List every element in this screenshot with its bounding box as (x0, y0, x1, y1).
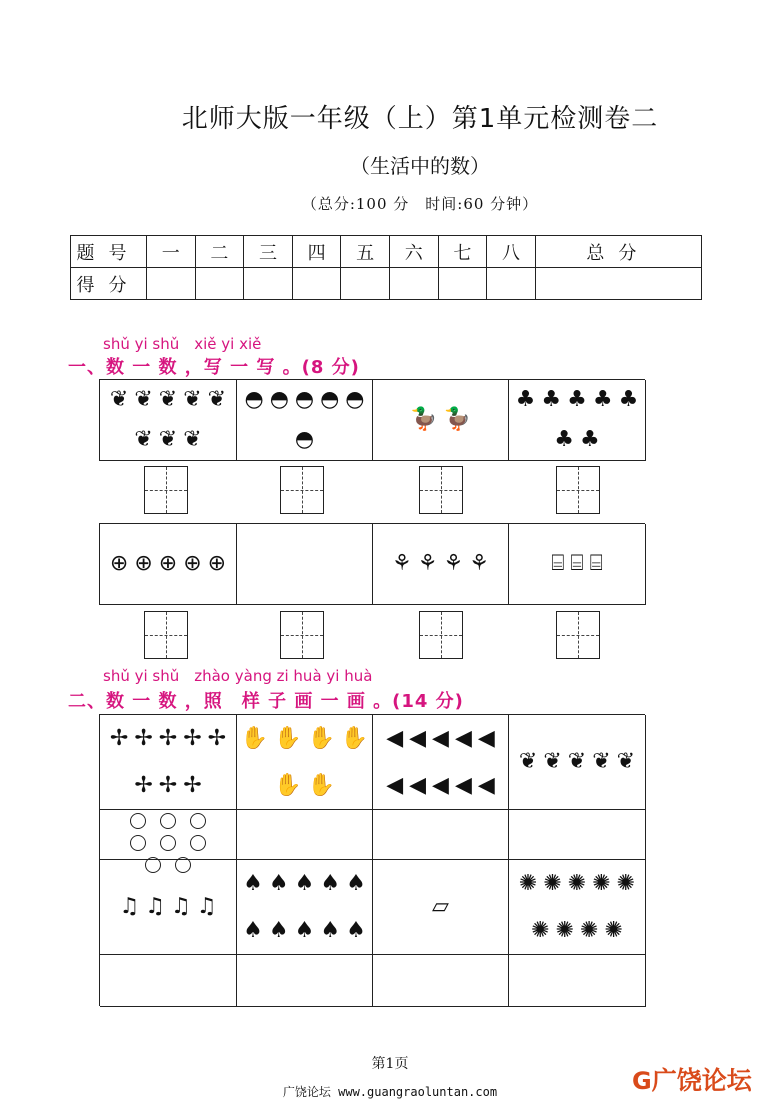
drawing-cell[interactable] (237, 955, 373, 1007)
section1-pinyin: shǔ yi shǔ xiě yi xiě (103, 335, 262, 353)
tree-stump-icon: ⌸ (551, 551, 565, 576)
tree-icon: ♣ (618, 387, 639, 412)
watermelon-slice-icon: ◓ (320, 387, 340, 412)
picture-cell (100, 380, 237, 461)
plant-icon: ⚘ (417, 551, 438, 576)
section1-picture-row-1 (99, 379, 645, 461)
hand-icon: ✋ (307, 725, 335, 751)
page-subtitle: （生活中的数） (350, 154, 490, 178)
fish-icon: ◀ (409, 772, 427, 798)
picture-cell (509, 524, 646, 605)
score-cell[interactable] (438, 268, 487, 300)
feather-icon: ❦ (592, 749, 611, 774)
bell-icon: ♫ (119, 894, 140, 919)
answer-box[interactable] (419, 466, 463, 514)
answer-box[interactable] (144, 611, 188, 659)
fish-icon: ◀ (409, 725, 427, 751)
picture-cell (100, 715, 237, 810)
mushroom-icon: ♠ (346, 917, 366, 943)
fish-icon: ◀ (432, 772, 449, 798)
duck-icon: 🦆 (443, 407, 471, 432)
apple-icon: ⊕ (109, 551, 129, 576)
watermelon-slice-icon: ◓ (244, 387, 264, 412)
dragonfly-icon: ✢ (183, 772, 202, 798)
tree-icon: ♣ (541, 387, 562, 412)
leaf-icon: ❦ (183, 427, 202, 452)
score-cell[interactable] (292, 268, 341, 300)
score-table (70, 235, 702, 300)
tree-stump-icon: ⌸ (589, 551, 603, 576)
section1-picture-row-2 (99, 523, 645, 605)
answer-box[interactable] (144, 466, 188, 514)
score-col-6: 六 (389, 236, 438, 268)
circle-icon (160, 813, 176, 829)
picture-cell (373, 380, 509, 461)
picture-cell (100, 860, 237, 955)
mushroom-icon: ♠ (320, 917, 341, 943)
score-cell[interactable] (341, 268, 390, 300)
score-col-3: 三 (244, 236, 293, 268)
bell-icon: ♫ (145, 894, 165, 919)
score-col-2: 二 (195, 236, 244, 268)
mushroom-icon: ♠ (294, 917, 315, 943)
flower-icon: ✺ (518, 870, 538, 896)
picture-cell (509, 715, 646, 810)
answer-box[interactable] (556, 466, 600, 514)
watermelon-slice-icon: ◓ (345, 387, 365, 412)
leaf-icon: ❦ (183, 387, 202, 412)
apple-icon: ⊕ (183, 551, 202, 576)
picture-cell (373, 860, 509, 955)
example-circles-cell (100, 810, 237, 860)
section1-heading: 一、数 一 数 ，写 一 写 。(8 分) (68, 357, 360, 378)
circle-icon (130, 813, 146, 829)
picture-cell (373, 715, 509, 810)
leaf-icon: ❦ (158, 387, 178, 412)
picture-cell (509, 860, 646, 955)
bell-icon: ♫ (171, 894, 191, 919)
leaf-icon: ❦ (109, 387, 129, 412)
dragonfly-icon: ✢ (134, 772, 153, 798)
score-cell[interactable] (535, 268, 701, 300)
score-cell[interactable] (487, 268, 536, 300)
score-col-5: 五 (341, 236, 390, 268)
book-icon: ▱ (432, 894, 449, 919)
score-row2-label: 得分 (71, 268, 147, 300)
score-row1-label: 题号 (71, 236, 147, 268)
tree-icon: ♣ (554, 427, 574, 452)
duck-icon: 🦆 (410, 407, 438, 432)
drawing-cell[interactable] (100, 955, 237, 1007)
leaf-icon: ❦ (134, 387, 153, 412)
exam-info: （总分:100 分 时间:60 分钟） (301, 195, 539, 213)
tree-stump-icon: ⌸ (570, 551, 584, 576)
drawing-cell[interactable] (509, 955, 646, 1007)
mushroom-icon: ♠ (268, 870, 289, 896)
drawing-cell[interactable] (509, 810, 646, 860)
score-table-score-row (71, 268, 702, 300)
score-cell[interactable] (147, 268, 196, 300)
watermelon-slice-icon: ◓ (269, 387, 289, 412)
picture-cell (100, 524, 237, 605)
dragonfly-icon: ✢ (134, 725, 153, 751)
plant-icon: ⚘ (443, 551, 464, 576)
dragonfly-icon: ✢ (109, 725, 129, 751)
apple-icon: ⊕ (158, 551, 178, 576)
fish-icon: ◀ (454, 772, 472, 798)
flower-icon: ✺ (555, 917, 574, 943)
drawing-cell[interactable] (373, 955, 509, 1007)
hand-icon: ✋ (307, 772, 335, 798)
apple-icon: ⊕ (134, 551, 153, 576)
fish-icon: ◀ (386, 772, 404, 798)
score-cell[interactable] (195, 268, 244, 300)
flower-icon: ✺ (616, 870, 636, 896)
plant-icon: ⚘ (469, 551, 489, 576)
picture-cell (237, 860, 373, 955)
picture-cell (373, 524, 509, 605)
circle-icon (190, 835, 206, 851)
leaf-icon: ❦ (134, 427, 153, 452)
picture-cell (237, 715, 373, 810)
mushroom-icon: ♠ (320, 870, 341, 896)
mushroom-icon: ♠ (294, 870, 315, 896)
page-number: 第1页 (371, 1056, 409, 1072)
footer-site: 广饶论坛 www.guangraoluntan.com (282, 1085, 498, 1099)
fish-icon: ◀ (432, 725, 449, 751)
flower-icon: ✺ (580, 917, 599, 943)
feather-icon: ❦ (518, 749, 538, 774)
answer-box[interactable] (280, 611, 324, 659)
apple-icon: ⊕ (207, 551, 227, 576)
mushroom-icon: ♠ (346, 870, 366, 896)
hand-icon: ✋ (274, 772, 302, 798)
drawing-cell[interactable] (373, 810, 509, 860)
score-col-1: 一 (147, 236, 196, 268)
hand-icon: ✋ (274, 725, 302, 751)
flower-icon: ✺ (543, 870, 562, 896)
flower-icon: ✺ (604, 917, 623, 943)
fish-icon: ◀ (477, 725, 495, 751)
picture-cell (237, 524, 373, 605)
drawing-cell[interactable] (237, 810, 373, 860)
score-col-8: 八 (487, 236, 536, 268)
tree-icon: ♣ (515, 387, 536, 412)
logo-g-icon: G (632, 1067, 652, 1095)
forum-logo (632, 1061, 752, 1097)
feather-icon: ❦ (616, 749, 636, 774)
picture-cell (237, 380, 373, 461)
hand-icon: ✋ (340, 725, 369, 751)
section2-pinyin: shǔ yi shǔ zhào yàng zi huà yi huà (103, 667, 373, 685)
circle-icon (160, 835, 176, 851)
tree-icon: ♣ (580, 427, 600, 452)
score-cell[interactable] (389, 268, 438, 300)
logo-text: 广饶论坛 (651, 1066, 752, 1095)
answer-box[interactable] (556, 611, 600, 659)
score-table-header-row (71, 236, 702, 268)
tree-icon: ♣ (592, 387, 613, 412)
page-title: 北师大版一年级（上）第1单元检测卷二 (181, 104, 659, 134)
plant-icon: ⚘ (392, 551, 412, 576)
mushroom-icon: ♠ (243, 917, 263, 943)
circle-icon (130, 835, 146, 851)
dragonfly-icon: ✢ (207, 725, 227, 751)
fish-icon: ◀ (454, 725, 472, 751)
leaf-icon: ❦ (158, 427, 178, 452)
score-col-4: 四 (292, 236, 341, 268)
section2-heading: 二、数 一 数 ，照 样 子 画 一 画 。(14 分) (68, 691, 464, 712)
flower-icon: ✺ (567, 870, 587, 896)
mushroom-icon: ♠ (243, 870, 263, 896)
feather-icon: ❦ (543, 749, 562, 774)
leaf-icon: ❦ (207, 387, 227, 412)
section2-grid (99, 714, 645, 1006)
score-col-total: 总分 (535, 236, 701, 268)
watermelon-slice-icon: ◓ (294, 387, 315, 412)
tree-icon: ♣ (567, 387, 587, 412)
feather-icon: ❦ (567, 749, 587, 774)
score-cell[interactable] (244, 268, 293, 300)
watermelon-slice-icon: ◓ (294, 427, 315, 452)
flower-icon: ✺ (531, 917, 550, 943)
bell-icon: ♫ (196, 894, 217, 919)
dragonfly-icon: ✢ (158, 772, 178, 798)
dragonfly-icon: ✢ (158, 725, 178, 751)
circle-icon (190, 813, 206, 829)
mushroom-icon: ♠ (268, 917, 289, 943)
dragonfly-icon: ✢ (183, 725, 202, 751)
answer-box[interactable] (280, 466, 324, 514)
answer-box[interactable] (419, 611, 463, 659)
fish-icon: ◀ (386, 725, 404, 751)
fish-icon: ◀ (477, 772, 495, 798)
flower-icon: ✺ (592, 870, 611, 896)
score-col-7: 七 (438, 236, 487, 268)
hand-icon: ✋ (240, 725, 269, 751)
picture-cell (509, 380, 646, 461)
